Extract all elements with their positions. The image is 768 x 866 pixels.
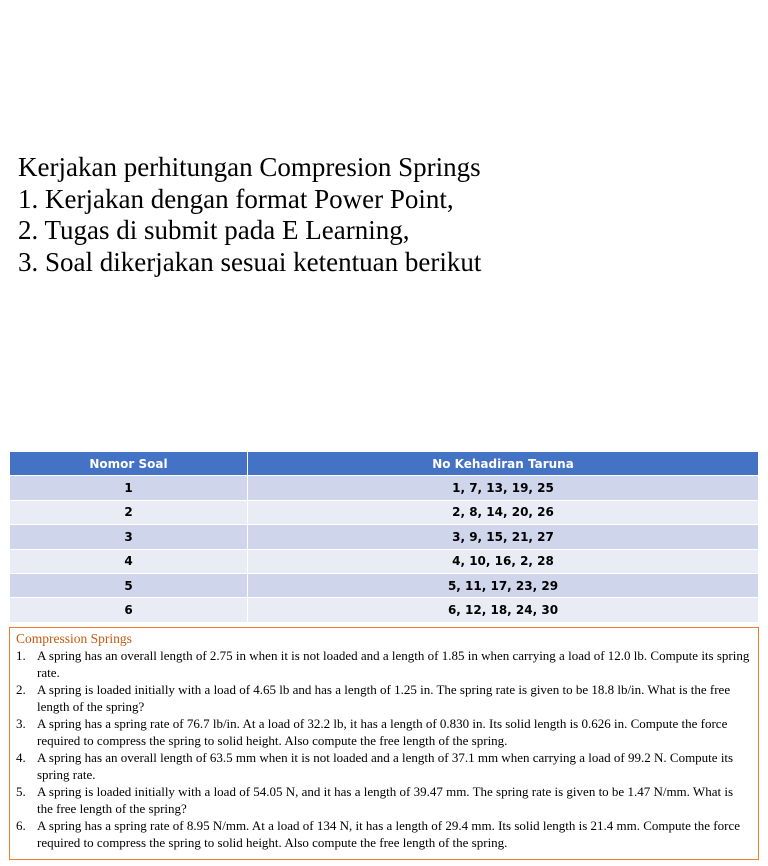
table-row <box>10 525 759 549</box>
assignment-table <box>9 451 759 623</box>
table-cell-kehadiran: 2, 8, 14, 20, 26 <box>248 500 759 524</box>
problem-text: A spring is loaded initially with a load of 54.05 N, and it has a length of 39.47 mm. The spring rate is given to be 1.47 N/mm. What is the free length of the spring? <box>37 784 734 816</box>
table-cell-soal: 6 <box>10 598 248 622</box>
table-cell-kehadiran: 3, 9, 15, 21, 27 <box>248 525 759 549</box>
problem-item <box>16 681 752 715</box>
instructions-block <box>18 152 758 278</box>
table-cell-soal: 3 <box>10 525 248 549</box>
table-cell-kehadiran: 1, 7, 13, 19, 25 <box>248 476 759 500</box>
table-cell-soal: 4 <box>10 549 248 573</box>
problem-text: A spring has a spring rate of 76.7 lb/in. At a load of 32.2 lb, it has a length of 0.830 in. Its solid length is 0.626 in. Compute the force required to compress the spring to solid height. Also compute the free length of the spring. <box>37 716 728 748</box>
instruction-item: 1. Kerjakan dengan format Power Point, <box>18 183 454 214</box>
problem-number: 4. <box>16 750 26 765</box>
problem-box <box>9 627 759 860</box>
problem-box-title: Compression Springs <box>16 631 132 646</box>
table-row <box>10 573 759 597</box>
problem-number: 2. <box>16 682 26 697</box>
table-header-row <box>10 452 759 476</box>
table-row <box>10 598 759 622</box>
problem-text: A spring has an overall length of 63.5 mm when it is not loaded and a length of 37.1 mm when carrying a load of 99.2 N. Compute its spring rate. <box>37 750 734 782</box>
instructions-heading: Kerjakan perhitungan Compresion Springs <box>18 152 481 182</box>
problem-item <box>16 647 752 681</box>
problem-text: A spring is loaded initially with a load of 4.65 lb and has a length of 1.25 in. The spring rate is given to be 18.8 lb/in. What is the free length of the spring? <box>37 682 731 714</box>
table-cell-kehadiran: 6, 12, 18, 24, 30 <box>248 598 759 622</box>
problem-item <box>16 817 752 851</box>
header-nomor-soal: Nomor Soal <box>10 452 248 476</box>
table-row <box>10 476 759 500</box>
problem-item <box>16 715 752 749</box>
table-cell-kehadiran: 5, 11, 17, 23, 29 <box>248 573 759 597</box>
problem-text: A spring has a spring rate of 8.95 N/mm. At a load of 134 N, it has a length of 29.4 mm. Its solid length is 21.4 mm. Compute the force required to compress the spring to solid height. Also compute the free length of the spring. <box>37 818 740 850</box>
table-cell-kehadiran: 4, 10, 16, 2, 28 <box>248 549 759 573</box>
instruction-item: 3. Soal dikerjakan sesuai ketentuan berikut <box>18 246 482 277</box>
table-cell-soal: 1 <box>10 476 248 500</box>
problem-item <box>16 749 752 783</box>
table-cell-soal: 5 <box>10 573 248 597</box>
table-row <box>10 549 759 573</box>
table-row <box>10 500 759 524</box>
table-cell-soal: 2 <box>10 500 248 524</box>
problem-number: 5. <box>16 784 26 799</box>
problem-list <box>16 647 752 851</box>
header-no-kehadiran: No Kehadiran Taruna <box>248 452 759 476</box>
problem-text: A spring has an overall length of 2.75 in when it is not loaded and a length of 1.85 in when carrying a load of 12.0 lb. Compute its spring rate. <box>37 648 750 680</box>
problem-number: 3. <box>16 716 26 731</box>
instruction-item: 2. Tugas di submit pada E Learning, <box>18 215 410 245</box>
problem-number: 6. <box>16 818 26 833</box>
problem-number: 1. <box>16 648 26 663</box>
problem-item <box>16 783 752 817</box>
